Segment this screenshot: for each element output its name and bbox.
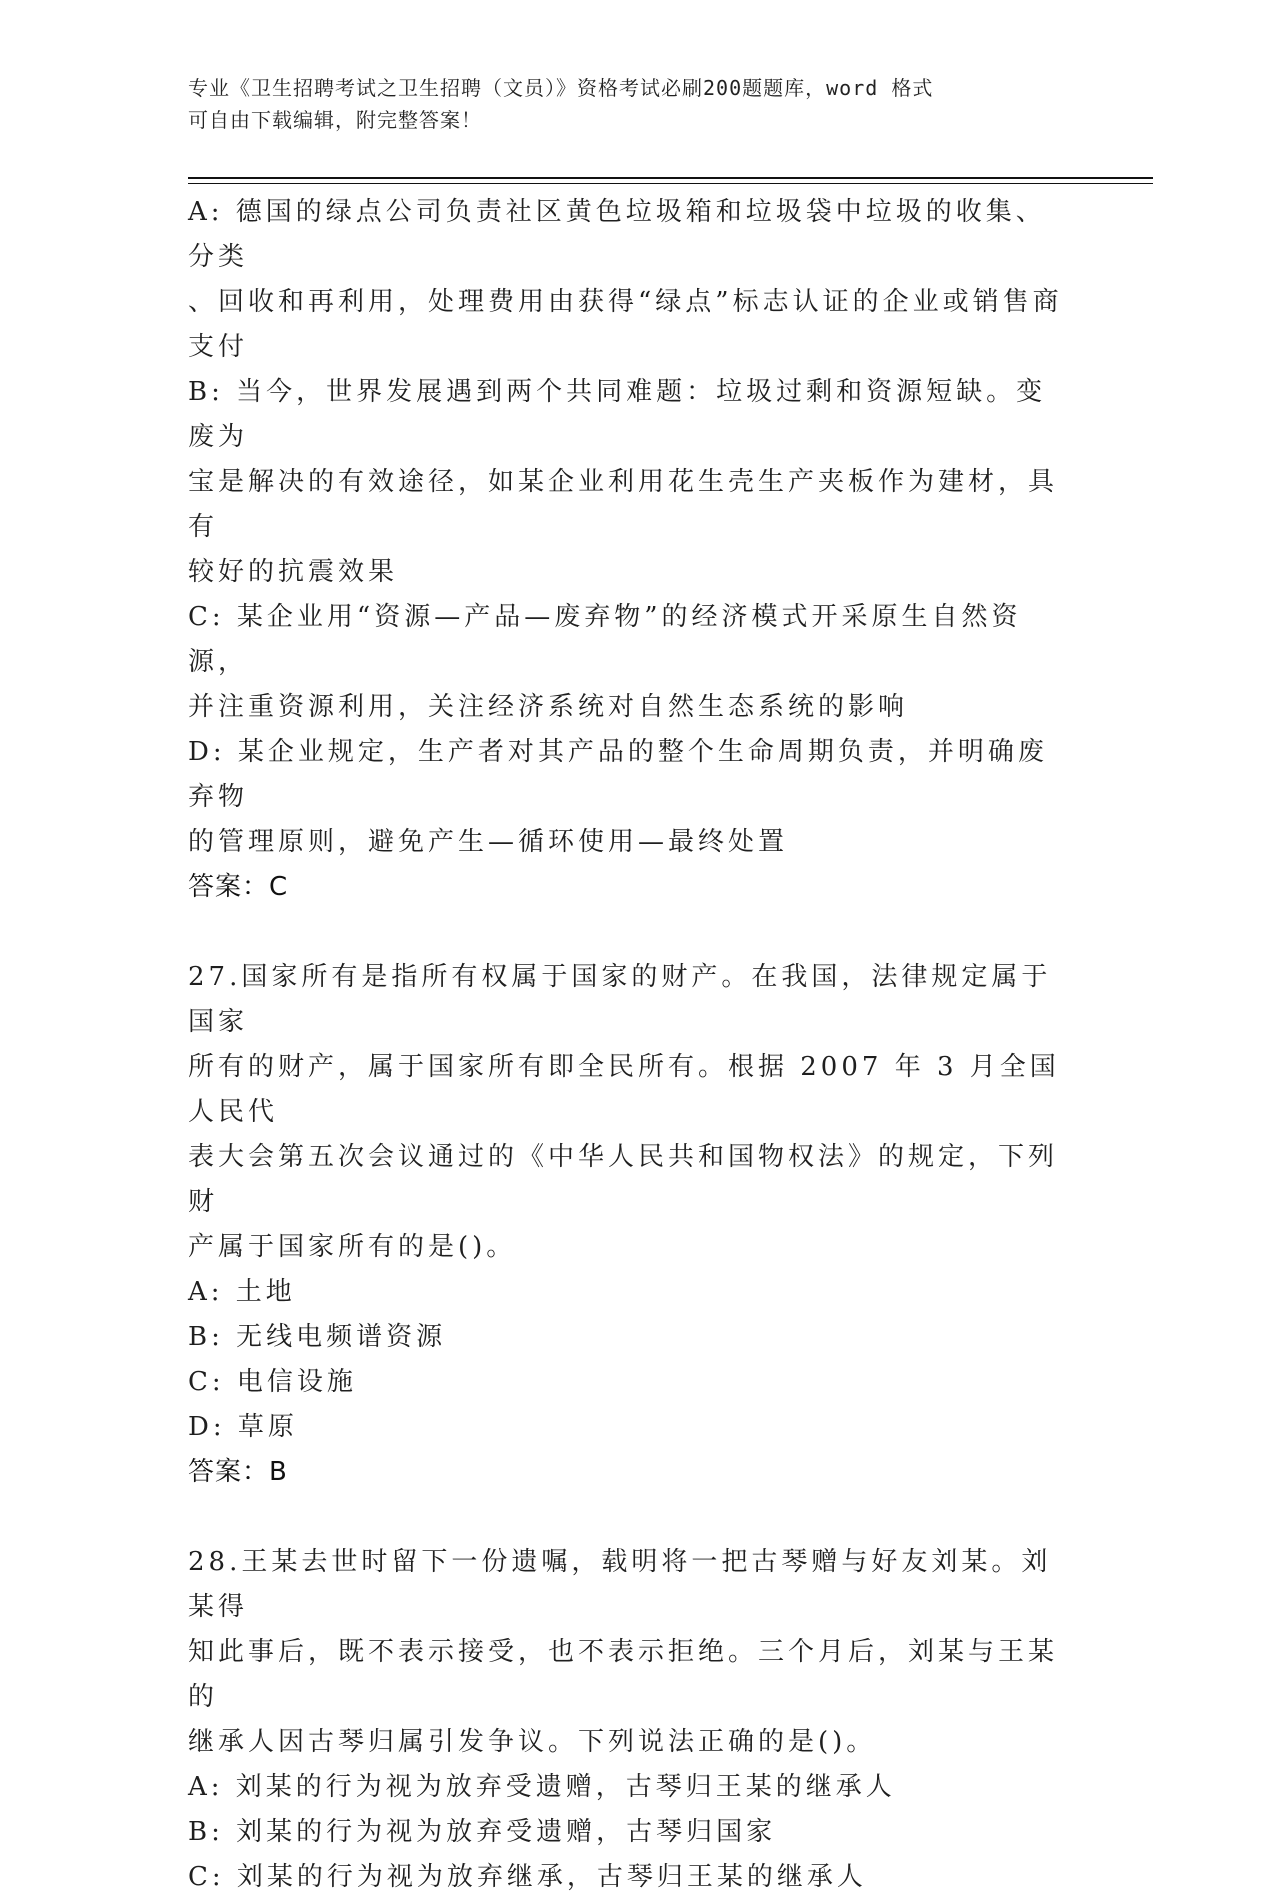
question-stem-line: 表大会第五次会议通过的《中华人民共和国物权法》的规定，下列财 [188, 1142, 1059, 1217]
header-rule-thick [188, 177, 1153, 179]
option-b: B: 刘某的行为视为放弃受遗赠，古琴归国家 [188, 1817, 777, 1847]
option-a: A: 土地 [188, 1277, 296, 1307]
header-rule-thin [188, 183, 1153, 184]
question-28 [188, 1540, 1068, 1900]
answer-line: 答案：B [188, 1457, 288, 1487]
question-26 [188, 190, 1068, 910]
question-stem-line: 27.国家所有是指所有权属于国家的财产。在我国，法律规定属于国家 [188, 962, 1052, 1037]
option-c: C: 电信设施 [188, 1367, 357, 1397]
option-d-line: 的管理原则，避免产生—循环使用—最终处置 [188, 827, 789, 857]
question-stem-line: 知此事后，既不表示接受，也不表示拒绝。三个月后，刘某与王某的 [188, 1637, 1059, 1712]
spacer [188, 1495, 1068, 1540]
option-b-line: 宝是解决的有效途径，如某企业利用花生壳生产夹板作为建材，具有 [188, 467, 1059, 542]
header-title-line2: 可自由下载编辑，附完整答案！ [188, 108, 482, 132]
page-header [188, 72, 1068, 136]
option-c-line: C: 某企业用“资源—产品—废弃物”的经济模式开采原生自然资源， [188, 602, 1022, 677]
answer-line: 答案：C [188, 872, 289, 902]
option-c: C: 刘某的行为视为放弃继承，古琴归王某的继承人 [188, 1862, 867, 1892]
option-a-line: A: 德国的绿点公司负责社区黄色垃圾箱和垃圾袋中垃圾的收集、分类 [188, 197, 1046, 272]
option-b: B: 无线电频谱资源 [188, 1322, 447, 1352]
question-stem-line: 所有的财产，属于国家所有即全民所有。根据 2007 年 3 月全国人民代 [188, 1052, 1060, 1127]
document-body [188, 190, 1068, 1900]
option-d: D: 草原 [188, 1412, 298, 1442]
option-c-line: 并注重资源利用，关注经济系统对自然生态系统的影响 [188, 692, 909, 722]
spacer [188, 910, 1068, 955]
option-b-line: 较好的抗震效果 [188, 557, 399, 587]
question-stem-line: 产属于国家所有的是()。 [188, 1232, 517, 1262]
question-stem-line: 28.王某去世时留下一份遗嘱，载明将一把古琴赠与好友刘某。刘某得 [188, 1547, 1052, 1622]
option-a: A: 刘某的行为视为放弃受遗赠，古琴归王某的继承人 [188, 1772, 896, 1802]
option-b-line: B: 当今，世界发展遇到两个共同难题：垃圾过剩和资源短缺。变废为 [188, 377, 1047, 452]
header-title-line1: 专业《卫生招聘考试之卫生招聘（文员）》资格考试必刷200题题库，word 格式 [188, 76, 934, 100]
option-a-line: 支付 [188, 332, 249, 362]
option-a-line: 、回收和再利用，处理费用由获得“绿点”标志认证的企业或销售商 [188, 287, 1063, 317]
question-27 [188, 955, 1068, 1495]
question-stem-line: 继承人因古琴归属引发争议。下列说法正确的是()。 [188, 1727, 877, 1757]
option-d-line: D: 某企业规定，生产者对其产品的整个生命周期负责，并明确废弃物 [188, 737, 1048, 812]
